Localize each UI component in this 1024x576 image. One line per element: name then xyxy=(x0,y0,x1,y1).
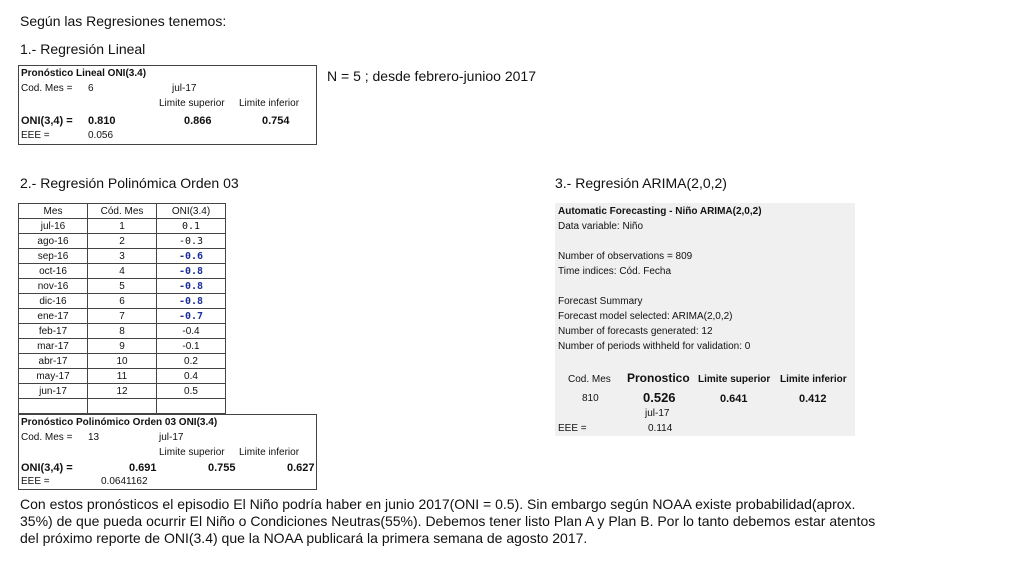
arima-sup-value: 0.641 xyxy=(720,393,748,405)
table-row xyxy=(19,339,315,354)
table-cell-oni: -0.8 xyxy=(157,294,226,309)
table-extra-cell xyxy=(226,324,315,339)
linear-title: Pronóstico Lineal ONI(3.4) xyxy=(21,68,147,79)
table-row xyxy=(19,219,315,234)
linear-eee-value: 0.056 xyxy=(88,130,114,141)
table-cell-mes: feb-17 xyxy=(19,324,88,339)
linear-cod-value: 6 xyxy=(88,83,94,94)
oni-data-table xyxy=(18,203,315,414)
table-extra-cell xyxy=(226,339,315,354)
table-row xyxy=(19,279,315,294)
arima-pron-header: Pronostico xyxy=(627,371,690,385)
arima-line: Number of forecasts generated: 12 xyxy=(558,326,713,337)
arima-inf-header: Limite inferior xyxy=(780,374,847,385)
table-blank-cell xyxy=(226,399,315,414)
table-cell-oni: -0.1 xyxy=(157,339,226,354)
table-blank-cell xyxy=(19,399,88,414)
table-cell-oni: -0.7 xyxy=(157,309,226,324)
table-cell-cod: 6 xyxy=(88,294,157,309)
table-extra-cell xyxy=(226,219,315,234)
table-cell-oni: -0.4 xyxy=(157,324,226,339)
arima-line: Number of periods withheld for validation: 0 xyxy=(558,341,751,352)
linear-oni-value: 0.810 xyxy=(88,115,116,127)
poly-title: Pronóstico Polinómico Orden 03 ONI(3.4) xyxy=(21,417,218,428)
table-header-cell: Mes xyxy=(19,204,88,219)
table-cell-mes: nov-16 xyxy=(19,279,88,294)
conclusion-text: Con estos pronósticos el episodio El Niño podría haber en junio 2017(ONI = 0.5). Sin embargo según NOAA existe probabilidad(aprox. 35%) de que pueda ocurrir El Niño o Condiciones Neutras(55%). Debemos tener listo Plan A y Plan B. Por lo tanto debemos estar atentos del próximo reporte de ONI(3.4) que la NOAA publicará la primera semana de agosto 2017. xyxy=(20,496,876,546)
table-cell-mes: ago-16 xyxy=(19,234,88,249)
arima-cod-value: 810 xyxy=(582,393,599,404)
poly-sup-value: 0.755 xyxy=(208,462,236,474)
poly-month: jul-17 xyxy=(159,432,184,443)
arima-inf-value: 0.412 xyxy=(799,393,827,405)
arima-line: Time indices: Cód. Fecha xyxy=(558,266,672,277)
arima-cod-header: Cod. Mes xyxy=(568,374,611,385)
table-extra-cell xyxy=(226,204,315,219)
table-cell-cod: 1 xyxy=(88,219,157,234)
arima-pron-value: 0.526 xyxy=(643,390,676,405)
arima-line: Number of observations = 809 xyxy=(558,251,693,262)
arima-line: Data variable: Niño xyxy=(558,221,644,232)
linear-sup-label: Limite superior xyxy=(159,98,225,109)
table-cell-oni: 0.4 xyxy=(157,369,226,384)
table-cell-cod: 3 xyxy=(88,249,157,264)
table-header-row xyxy=(19,204,315,219)
table-blank-cell xyxy=(157,399,226,414)
table-cell-mes: jun-17 xyxy=(19,384,88,399)
arima-output-panel xyxy=(555,203,855,436)
poly-eee-value: 0.0641162 xyxy=(101,476,148,487)
table-cell-oni: 0.5 xyxy=(157,384,226,399)
table-cell-oni: -0.6 xyxy=(157,249,226,264)
linear-oni-label: ONI(3,4) = xyxy=(21,115,73,127)
linear-eee-label: EEE = xyxy=(21,130,50,141)
table-cell-mes: may-17 xyxy=(19,369,88,384)
table-cell-oni: -0.3 xyxy=(157,234,226,249)
poly-oni-value: 0.691 xyxy=(129,462,157,474)
arima-month: jul-17 xyxy=(645,408,670,419)
table-cell-mes: dic-16 xyxy=(19,294,88,309)
sample-note: N = 5 ; desde febrero-junioo 2017 xyxy=(327,68,536,84)
arima-line: Forecast model selected: ARIMA(2,0,2) xyxy=(558,311,733,322)
table-extra-cell xyxy=(226,294,315,309)
linear-inf-value: 0.754 xyxy=(262,115,290,127)
intro-heading: Según las Regresiones tenemos: xyxy=(20,13,227,29)
table-cell-mes: ene-17 xyxy=(19,309,88,324)
linear-forecast-box xyxy=(18,65,317,145)
table-cell-cod: 9 xyxy=(88,339,157,354)
table-extra-cell xyxy=(226,234,315,249)
section-2-title: 2.- Regresión Polinómica Orden 03 xyxy=(20,175,239,191)
table-row xyxy=(19,324,315,339)
table-row xyxy=(19,264,315,279)
poly-inf-label: Limite inferior xyxy=(239,447,300,458)
linear-month: jul-17 xyxy=(172,83,197,94)
poly-eee-label: EEE = xyxy=(21,476,50,487)
table-blank-cell xyxy=(88,399,157,414)
table-row xyxy=(19,384,315,399)
table-header-cell: Cód. Mes xyxy=(88,204,157,219)
table-extra-cell xyxy=(226,249,315,264)
table-extra-cell xyxy=(226,264,315,279)
table-cell-cod: 5 xyxy=(88,279,157,294)
table-cell-oni: -0.8 xyxy=(157,279,226,294)
section-1-title: 1.- Regresión Lineal xyxy=(20,41,146,57)
table-header-cell: ONI(3.4) xyxy=(157,204,226,219)
table-cell-cod: 10 xyxy=(88,354,157,369)
linear-sup-value: 0.866 xyxy=(184,115,212,127)
section-3-title: 3.- Regresión ARIMA(2,0,2) xyxy=(555,175,727,191)
arima-eee-label: EEE = xyxy=(558,423,587,434)
table-extra-cell xyxy=(226,369,315,384)
arima-sup-header: Limite superior xyxy=(698,374,771,385)
table-cell-cod: 12 xyxy=(88,384,157,399)
arima-title: Automatic Forecasting - Niño ARIMA(2,0,2) xyxy=(558,206,762,217)
table-row xyxy=(19,369,315,384)
table-row xyxy=(19,309,315,324)
poly-cod-label: Cod. Mes = xyxy=(21,432,73,443)
table-cell-cod: 7 xyxy=(88,309,157,324)
linear-cod-label: Cod. Mes = xyxy=(21,83,73,94)
table-row xyxy=(19,234,315,249)
table-cell-cod: 8 xyxy=(88,324,157,339)
poly-cod-value: 13 xyxy=(88,432,100,443)
linear-inf-label: Limite inferior xyxy=(239,98,300,109)
arima-line: Forecast Summary xyxy=(558,296,643,307)
table-cell-oni: -0.8 xyxy=(157,264,226,279)
poly-sup-label: Limite superior xyxy=(159,447,225,458)
table-row xyxy=(19,354,315,369)
table-cell-mes: jul-16 xyxy=(19,219,88,234)
table-cell-mes: sep-16 xyxy=(19,249,88,264)
table-extra-cell xyxy=(226,354,315,369)
table-cell-cod: 2 xyxy=(88,234,157,249)
table-cell-mes: oct-16 xyxy=(19,264,88,279)
table-cell-cod: 11 xyxy=(88,369,157,384)
table-row xyxy=(19,294,315,309)
table-row xyxy=(19,249,315,264)
poly-forecast-box xyxy=(18,414,317,490)
table-blank-row xyxy=(19,399,315,414)
poly-oni-label: ONI(3,4) = xyxy=(21,462,73,474)
table-cell-oni: 0.2 xyxy=(157,354,226,369)
table-cell-mes: mar-17 xyxy=(19,339,88,354)
arima-eee-value: 0.114 xyxy=(648,423,673,434)
poly-inf-value: 0.627 xyxy=(287,462,315,474)
table-cell-mes: abr-17 xyxy=(19,354,88,369)
table-cell-oni: 0.1 xyxy=(157,219,226,234)
table-extra-cell xyxy=(226,309,315,324)
table-extra-cell xyxy=(226,384,315,399)
table-extra-cell xyxy=(226,279,315,294)
table-cell-cod: 4 xyxy=(88,264,157,279)
